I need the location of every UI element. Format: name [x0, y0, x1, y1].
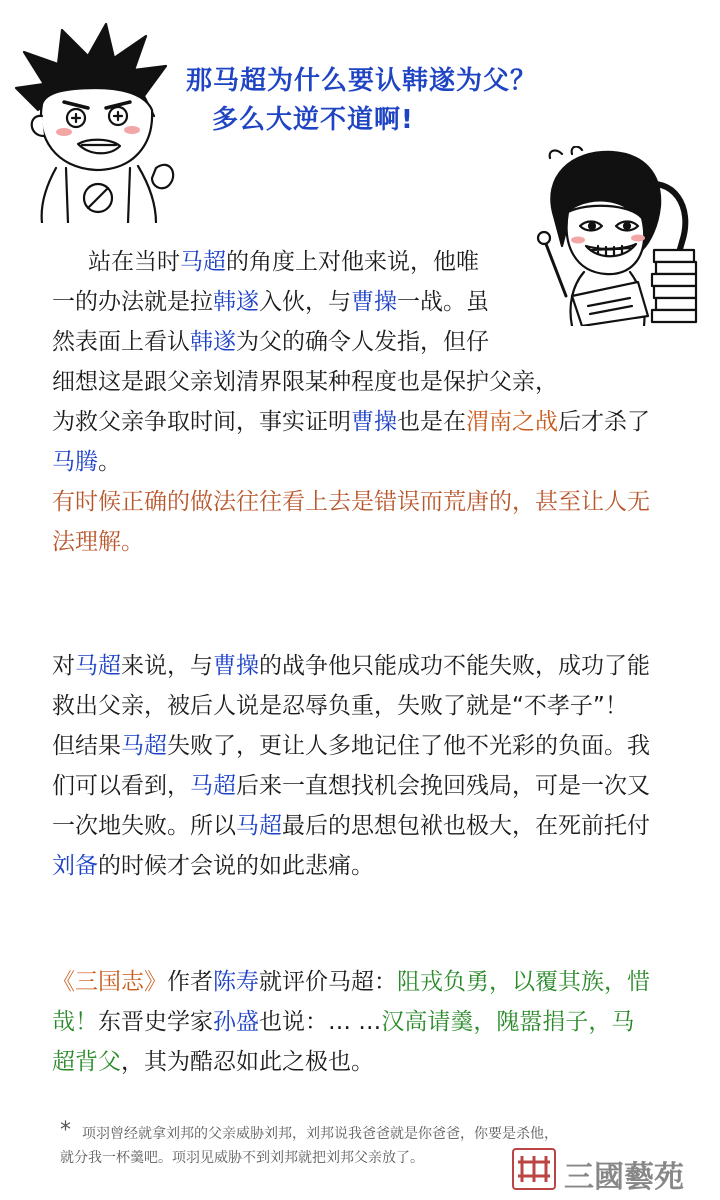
text-segment: 也是在 — [397, 409, 466, 435]
text-segment: 马超 — [236, 813, 282, 839]
text-segment: 救出父亲，被后人说是忍辱负重，失败了就是“不孝子”！ — [52, 693, 628, 719]
text-segment: 东晋史学家 — [98, 1009, 213, 1035]
text-segment: 来说，与 — [121, 653, 213, 679]
watermark — [500, 1146, 706, 1195]
paragraph-2-line — [52, 646, 674, 686]
text-segment: 的战争他只能成功不能失败，成功了能 — [259, 653, 650, 679]
text-segment: 后来一直想找机会挽回残局，可是一次又 — [236, 773, 650, 799]
paragraph-1-line — [52, 322, 674, 362]
text-segment: 马超 — [180, 249, 226, 275]
text-segment: 为父的确令人发指，但仔 — [236, 329, 489, 355]
text-segment: 站在当时 — [88, 249, 180, 275]
text-segment: 陈寿 — [213, 969, 259, 995]
paragraph-1-line — [52, 402, 674, 442]
paragraph-3-line — [52, 962, 674, 1002]
text-segment: 的时候才会说的如此悲痛。 — [98, 853, 374, 879]
paragraph-2-line — [52, 806, 674, 846]
text-segment: 入伙，与 — [259, 289, 351, 315]
paragraph-1-line — [52, 282, 674, 322]
text-segment: 马超 — [190, 773, 236, 799]
paragraph-2-line — [52, 846, 674, 886]
text-segment: 后才杀了 — [558, 409, 650, 435]
text-segment: 一战。虽 — [397, 289, 489, 315]
text-segment: 马腾 — [52, 449, 98, 475]
paragraph-1-emphasis-line: 法理解。 — [52, 529, 144, 555]
footnote-line2: 就分我一杯羹吧。项羽见威胁不到刘邦就把刘邦父亲放了。 — [60, 1150, 424, 1166]
text-segment: 曹操 — [351, 409, 397, 435]
text-segment: 汉高请羹，隗嚣捐子，马 — [381, 1009, 635, 1035]
paragraph-1-line — [52, 442, 674, 482]
text-segment: 曹操 — [213, 653, 259, 679]
text-segment: ，其为酷忍如此之极也。 — [121, 1049, 374, 1075]
paragraph-2-line — [52, 766, 674, 806]
watermark-logo-icon — [512, 1148, 556, 1190]
paragraph-1-line — [52, 362, 674, 402]
text-segment: 哉！ — [52, 1009, 98, 1035]
paragraph-1-emphasis-line: 有时候正确的做法往往看上去是错误而荒唐的，甚至让人无 — [52, 489, 650, 515]
text-segment: 就评价马超： — [259, 969, 397, 995]
paragraph-2-line — [52, 686, 674, 726]
paragraph-2-line — [52, 726, 674, 766]
text-segment: 作者 — [167, 969, 213, 995]
text-segment: 孙盛 — [213, 1009, 259, 1035]
text-segment: 但结果 — [52, 733, 121, 759]
text-segment: 也说：… … — [259, 1009, 382, 1035]
text-segment: 最后的思想包袱也极大，在死前托付 — [282, 813, 650, 839]
paragraph-3-line — [52, 1002, 674, 1042]
paragraph-1-line — [52, 242, 674, 282]
text-segment: 细想这是跟父亲划清界限某种程度也是保护父亲， — [52, 369, 558, 395]
text-segment: 曹操 — [351, 289, 397, 315]
text-segment: 然表面上看认 — [52, 329, 190, 355]
header-title-line1: 那马超为什么要认韩遂为父？ — [186, 66, 538, 96]
footnote-line1: 项羽曾经就拿刘邦的父亲威胁刘邦，刘邦说我爸爸就是你爸爸，你要是杀他， — [82, 1126, 558, 1142]
text-segment: 。 — [98, 449, 121, 475]
text-segment: 的角度上对他来说，他唯 — [226, 249, 479, 275]
paragraph-2 — [52, 646, 674, 886]
paragraph-3 — [52, 962, 674, 1082]
text-segment: 超背父 — [52, 1049, 121, 1075]
text-segment: 一次地失败。所以 — [52, 813, 236, 839]
text-segment: 刘备 — [52, 853, 98, 879]
text-segment: 韩遂 — [190, 329, 236, 355]
paragraph-1 — [52, 242, 674, 562]
text-segment: 们可以看到， — [52, 773, 190, 799]
text-segment: 《三国志》 — [52, 969, 167, 995]
paragraph-3-line — [52, 1042, 674, 1082]
text-segment: 对 — [52, 653, 75, 679]
watermark-text: 三國藝苑 — [564, 1160, 684, 1195]
header-title-line2: 多么大逆不道啊! — [212, 105, 414, 135]
text-segment: 一的办法就是拉 — [52, 289, 213, 315]
text-segment: 渭南之战 — [466, 409, 558, 435]
cartoon-boy-illustration — [6, 18, 182, 223]
text-segment: 失败了，更让人多地记住了他不光彩的负面。我 — [167, 733, 650, 759]
text-segment: 马超 — [75, 653, 121, 679]
text-segment: 马超 — [121, 733, 167, 759]
text-segment: 为救父亲争取时间，事实证明 — [52, 409, 351, 435]
footnote-star: * — [60, 1118, 71, 1143]
text-segment: 韩遂 — [213, 289, 259, 315]
text-segment: 阻戎负勇，以覆其族，惜 — [397, 969, 650, 995]
